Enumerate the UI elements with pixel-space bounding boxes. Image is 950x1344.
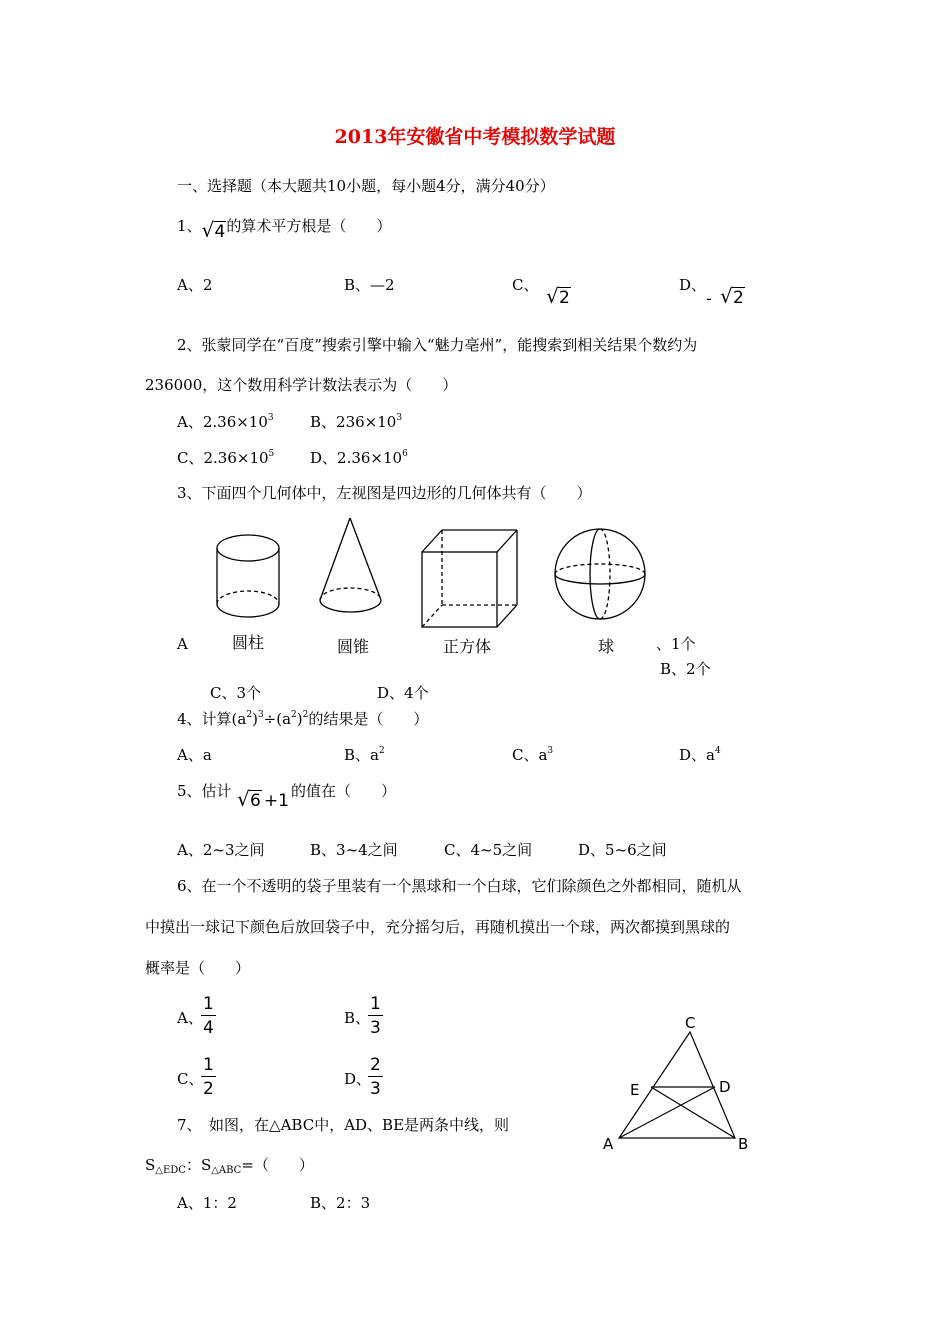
shape-label-sphere: 球 [598, 637, 615, 656]
q6-option-c: C、 [177, 1070, 204, 1088]
q2-option-a: A、$2.36\times 10^3$ [177, 413, 274, 431]
triangle-figure [0, 1010, 950, 1210]
point-label-d: D [719, 1078, 731, 1096]
question-6-line1: 6、在一个不透明的袋子里装有一个黑球和一个白球，它们除颜色之外都相同，随机从 [177, 877, 742, 895]
point-label-b: B [738, 1135, 749, 1153]
q3-option-b: B、2个 [660, 660, 711, 678]
q6-option-c-fraction: $\frac{1}{2}$ [203, 1055, 214, 1099]
question-7-line1: 7、 如图，在△ABC中，AD、BE是两条中线，则 [177, 1116, 510, 1134]
q1-option-d: D、 [679, 276, 707, 294]
cone-drawing [320, 518, 381, 612]
shape-label-cylinder: 圆柱 [232, 633, 265, 652]
q2-option-d: D、$2.36\times 10^6$ [310, 449, 408, 467]
sphere-drawing [555, 529, 645, 619]
shape-label-cube: 正方体 [443, 637, 492, 656]
q7-option-a: A、1：2 [177, 1194, 237, 1212]
question-1-stem [177, 215, 392, 242]
q4-option-b: B、$a^2$ [344, 746, 385, 764]
q1-option-a: A、2 [177, 276, 213, 294]
q5-sqrt-expression: √ 6 +1 [237, 787, 289, 811]
q3-option-c: C、3个 [210, 684, 262, 702]
q1-option-d-sign: - [706, 289, 712, 308]
q3-option-a-text: 、1个 [656, 635, 696, 653]
section-heading: 一、选择题（本大题共10小题，每小题4分，满分40分） [177, 177, 555, 195]
q2-option-b: B、$236\times 10^3$ [310, 413, 403, 431]
question-number: 1、 [177, 217, 202, 235]
point-label-e: E [630, 1081, 640, 1099]
q7-option-b: B、2：3 [310, 1194, 371, 1212]
q6-option-a: A、 [177, 1009, 203, 1027]
question-5-stem: 的值在（ ） [291, 782, 397, 800]
q6-option-d-fraction: $\frac{2}{3}$ [370, 1055, 381, 1099]
question-2-line2: 236000，这个数用科学计数法表示为（ ） [145, 376, 458, 394]
question-4-stem: 4、计算$(a^2)^3\div(a^2)^2$的结果是（ ） [177, 710, 429, 728]
q1-option-c-sqrt: √ 2 [546, 284, 570, 308]
page-title: 2013年安徽省中考模拟数学试题 [334, 126, 616, 148]
q1-option-d-sqrt: √ 2 [720, 284, 744, 308]
cylinder-drawing [217, 535, 279, 617]
q6-option-d: D、 [344, 1070, 372, 1088]
q6-option-a-fraction: $\frac{1}{4}$ [203, 994, 214, 1038]
question-5-label: 5、估计 [177, 782, 232, 800]
question-2-line1: 2、张蒙同学在“百度”搜索引擎中输入“魅力亳州”，能搜索到相关结果个数约为 [177, 336, 698, 354]
q5-option-b: B、3~4之间 [310, 841, 398, 859]
q3-option-a-letter: A [177, 635, 188, 653]
q5-option-a: A、2~3之间 [177, 841, 265, 859]
q4-option-a: A、a [177, 746, 212, 764]
q4-option-d: D、$a^4$ [679, 746, 721, 764]
question-3-stem: 3、下面四个几何体中，左视图是四边形的几何体共有（ ） [177, 484, 592, 502]
point-label-c: C [685, 1014, 696, 1032]
q2-option-c: C、$2.36\times 10^5$ [177, 449, 275, 467]
q5-option-d: D、5~6之间 [578, 841, 667, 859]
solids-figure [0, 510, 950, 710]
sqrt-expression: √ 4 [201, 218, 226, 242]
q1-option-b: B、—2 [344, 276, 395, 294]
q1-option-c: C、 [512, 276, 539, 294]
question-6-line2: 中摸出一球记下颜色后放回袋子中，充分摇匀后，再随机摸出一个球，两次都摸到黑球的 [145, 918, 731, 936]
point-label-a: A [603, 1135, 614, 1153]
q4-option-c: C、$a^3$ [512, 746, 554, 764]
cube-drawing [422, 530, 517, 627]
question-text: 的算术平方根是（ ） [226, 217, 392, 235]
q5-option-c: C、4~5之间 [444, 841, 533, 859]
q6-option-b-fraction: $\frac{1}{3}$ [370, 994, 381, 1038]
shape-label-cone: 圆锥 [337, 637, 370, 656]
q3-option-d: D、4个 [377, 684, 429, 702]
q6-option-b: B、 [344, 1009, 371, 1027]
question-7-line2: $S_{\triangle EDC}$：$S_{\triangle ABC}=$（ ） [145, 1156, 314, 1176]
question-6-line3: 概率是（ ） [145, 959, 251, 977]
